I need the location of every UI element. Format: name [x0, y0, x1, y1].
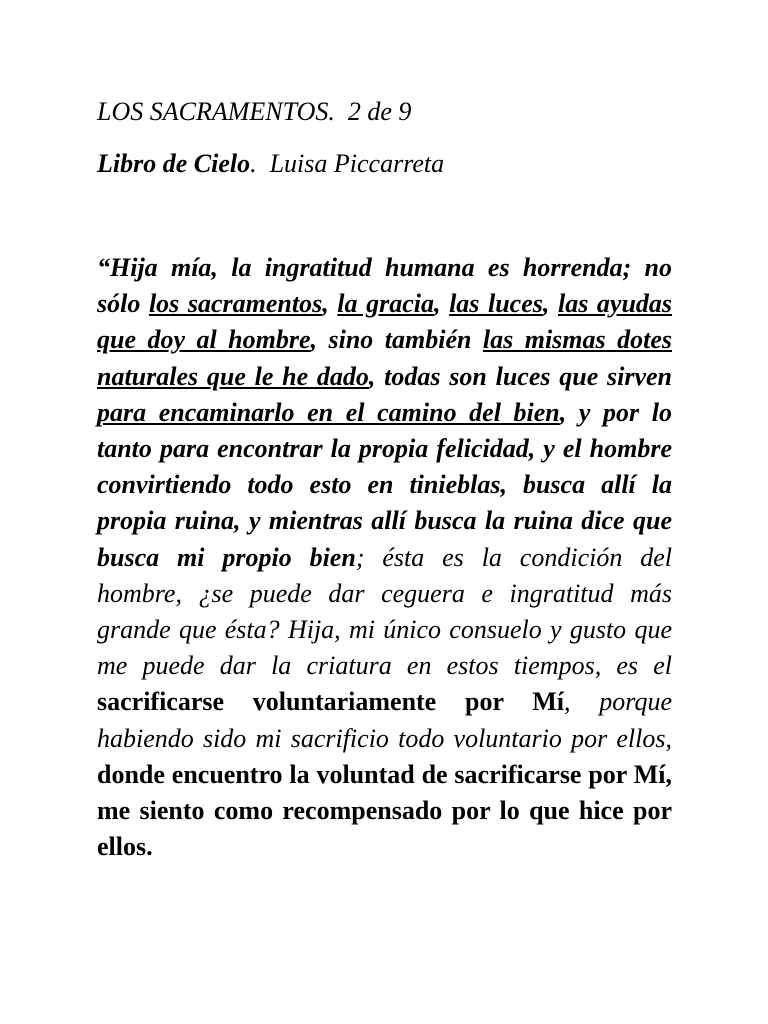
- document-title: LOS SACRAMENTOS: [97, 97, 329, 126]
- book-separator: .: [250, 149, 257, 178]
- quote-paragraph: [97, 250, 672, 865]
- quote-segment: , sino también: [310, 325, 483, 355]
- quote-segment: ,: [542, 289, 558, 319]
- quote-segment: , porque habiendo sido mi sacrificio todo voluntario por ellos,: [97, 687, 672, 753]
- quote-segment: , y por lo tanto para encontrar la propia felicidad, y el hombre convirtiendo todo esto en tinieblas, busca allí la propia ruina, y mientras allí busca la ruina dice que: [97, 397, 672, 536]
- bold-phrase: sacrificarse voluntariamente por Mí: [97, 687, 565, 717]
- quote-segment: busca mi propio bien: [97, 542, 356, 572]
- quote-segment: ,: [322, 289, 338, 319]
- underlined-phrase: para encaminarlo en el camino del bien: [97, 397, 560, 427]
- underlined-phrase: la gracia: [337, 289, 434, 319]
- bold-phrase: donde encuentro la voluntad de sacrificarse por Mí, me siento como recompensado por lo que hice por ellos.: [97, 759, 672, 862]
- page-indicator: 2 de 9: [347, 97, 412, 126]
- underlined-phrase: las ayudas que doy al hombre: [97, 289, 673, 355]
- underlined-phrase: las luces: [449, 289, 543, 319]
- underlined-phrase: los sacramentos: [148, 289, 323, 319]
- book-author-line: [97, 148, 697, 180]
- quote-segment: ,: [433, 289, 450, 319]
- book-title: Libro de Cielo: [97, 149, 251, 178]
- quote-segment: ; ésta es la condición del hombre, ¿se puede dar ceguera e ingratitud más grande que ésta? Hija, mi único consuelo y gusto que me puede dar la criatura en estos tiempos, es el: [97, 542, 672, 681]
- author-name: Luisa Piccarreta: [269, 149, 445, 178]
- underlined-phrase: las mismas dotes naturales que le he dado: [97, 325, 672, 391]
- quote-segment: “Hija mía, la ingratitud humana es horrenda; no sólo: [97, 253, 672, 319]
- title-separator: .: [328, 97, 335, 126]
- quote-segment: , todas son luces que sirven: [368, 361, 672, 391]
- document-title-line: [97, 96, 697, 128]
